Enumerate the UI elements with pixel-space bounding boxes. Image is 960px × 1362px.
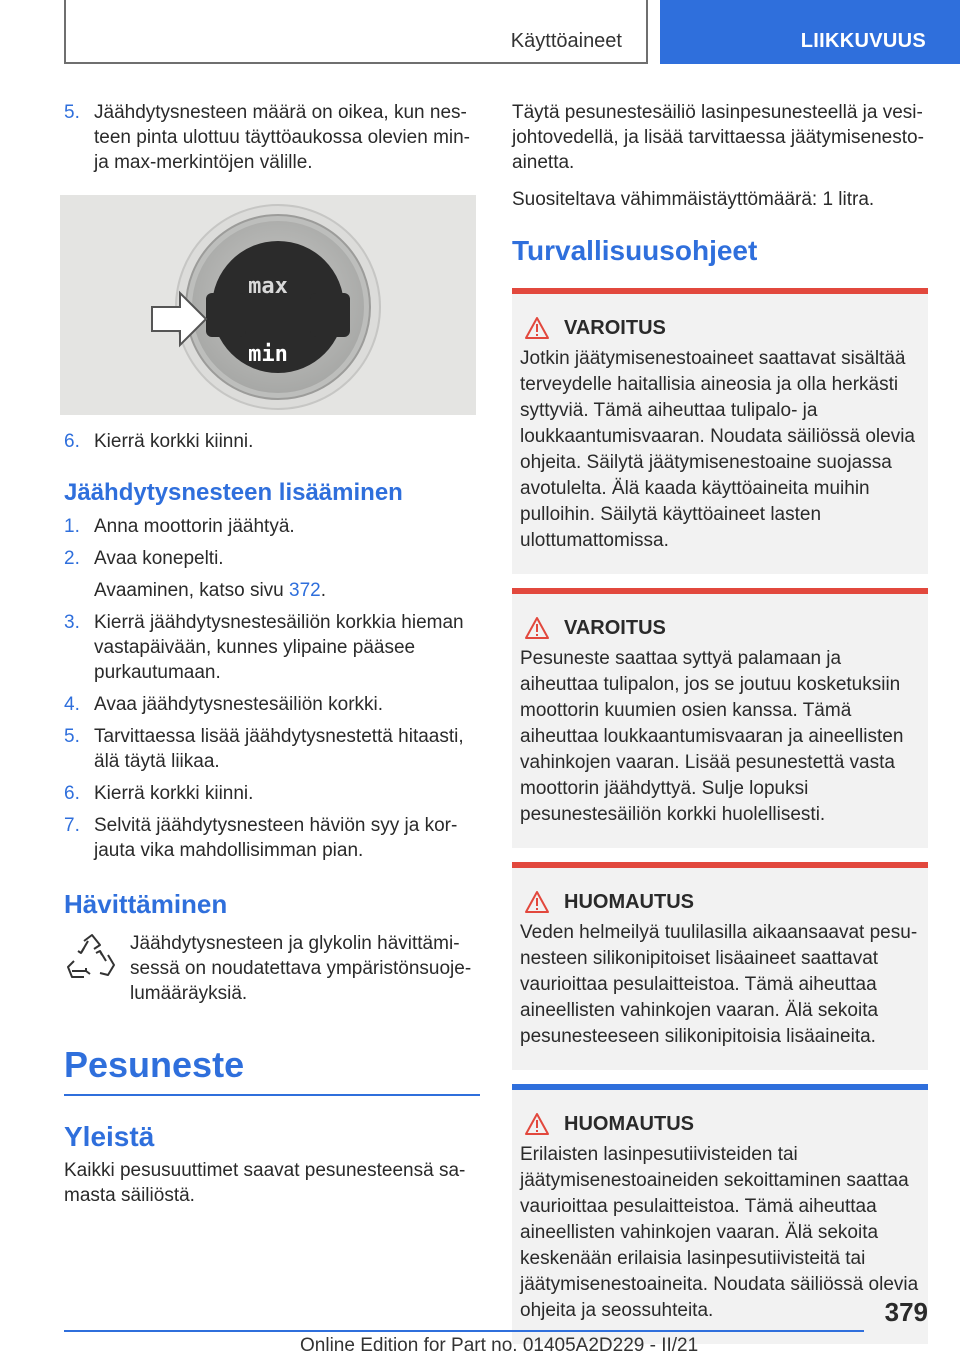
step-text: Anna moottorin jäähtyä.	[94, 516, 295, 537]
header-chapter-label: LIIKKUVUUS	[800, 30, 926, 52]
step-text: Kierrä korkki kiinni.	[94, 783, 254, 804]
page-link[interactable]: 372	[289, 580, 321, 601]
step-text: Kierrä jäähdytysnestesäiliön korkkia hieman vastapäivään, kunnes ylipaine pääsee purkautumaan.	[94, 612, 464, 683]
coolant-cap-illustration	[60, 195, 476, 415]
warning-text: Jotkin jäätymisenestoaineet saattavat sisältää terveydelle haitallisia aineosia ja olla herkästi syttyviä. Tämä aiheuttaa tulipalo- ja loukkaantumisvaaran. Noudata säiliössä olevia ohjeita. Säilytä jäätymisenestoaine suojassa avotulelta. Älä kaada käyttöaineita muihin pulloihin. Säilytä käyttöaineet lasten ulottumattomissa.	[520, 348, 916, 551]
left-column	[64, 100, 480, 1208]
chapter-heading-washer-fluid: Pesuneste	[64, 1044, 245, 1085]
notice-title-row	[520, 1112, 920, 1136]
step-text: Kierrä korkki kiinni.	[94, 431, 254, 452]
section-heading-safety: Turvallisuusohjeet	[512, 235, 758, 266]
list-item	[64, 781, 480, 806]
minimum-fill-text: Suositeltava vähimmäistäyttömäärä: 1 litra.	[512, 189, 875, 210]
notice-title-row	[520, 890, 920, 914]
disposal-note	[64, 931, 480, 1006]
footer-edition: Online Edition for Part no. 01405A2D229 - II/21	[300, 1335, 699, 1356]
fill-instructions: Täytä pesunestesäiliö lasinpesunesteellä ja vesijohtovedellä, ja lisää tarvittaessa jäätymisenestoainetta.	[512, 102, 924, 173]
step-number: 2.	[64, 548, 80, 569]
list-item	[64, 610, 480, 685]
section-heading-general: Yleistä	[64, 1121, 155, 1152]
warning-triangle-icon	[524, 1112, 550, 1136]
step-number: 3.	[64, 612, 80, 633]
list-item	[64, 100, 480, 175]
disposal-text: Jäähdytysnesteen ja glykolin hävittämisessä on noudatettava ympäristönsuojelumääräyksiä.	[130, 933, 472, 1004]
step-text: Tarvittaessa lisää jäähdytysnestettä hitaasti, älä täytä liikaa.	[94, 726, 464, 772]
page-number: 379	[884, 1297, 928, 1327]
warning-text: Pesuneste saattaa syttyä palamaan ja aiheuttaa tulipalon, jos se joutuu kosketuksiin moottorin kuumien osien kanssa. Tämä aiheuttaa loukkaantumisvaaran ja aineellisten vahinkojen vaaran. Lisää pesunestettä vasta moottorin jäähdyttyä. Sulje lopuksi pesunestesäiliön korkki huolellisesti.	[520, 648, 904, 825]
warning-box	[512, 588, 928, 848]
warning-title: VAROITUS	[564, 316, 666, 339]
warning-triangle-icon	[524, 316, 550, 340]
step-number: 7.	[64, 815, 80, 836]
notice-box	[512, 1084, 928, 1344]
step-number: 4.	[64, 694, 80, 715]
step-number: 6.	[64, 431, 80, 452]
section-heading-disposal: Hävittäminen	[64, 889, 228, 919]
right-column	[512, 100, 928, 1344]
max-mark: max	[248, 274, 288, 299]
recycle-icon	[64, 931, 130, 1006]
warning-title-row	[520, 616, 920, 640]
min-mark: min	[248, 342, 288, 367]
notice-text: Erilaisten lasinpesutiivisteiden tai jäätymisenestoaineiden sekoittaminen saattaa vaurioittaa pesulaitteistoa. Tämä aiheuttaa aineellisten vahinkojen vaaran. Älä sekoita keskenään erilaisia lasinpesutiivisteitä tai jäätymisenestoaineita. Noudata säiliössä olevia ohjeita ja seossuhteita.	[520, 1144, 919, 1321]
warning-title-row	[520, 316, 920, 340]
step-note	[64, 578, 480, 603]
notice-box	[512, 862, 928, 1070]
step-number: 5.	[64, 102, 80, 123]
general-text: Kaikki pesusuuttimet saavat pesunesteensä samasta säiliöstä.	[64, 1160, 466, 1206]
list-item	[64, 546, 480, 571]
step-text: Jäähdytysnesteen määrä on oikea, kun nesteen pinta ulottuu täyttöaukossa olevien min- ja max-merkintöjen välille.	[94, 102, 471, 173]
warning-box	[512, 288, 928, 574]
step-text: Avaa jäähdytysnestesäiliön korkki.	[94, 694, 384, 715]
coolant-cap-figure	[60, 195, 476, 415]
step-note-suffix: .	[320, 580, 327, 601]
step-number: 1.	[64, 516, 80, 537]
step-number: 6.	[64, 783, 80, 804]
adding-steps-list	[64, 514, 480, 863]
list-item	[64, 429, 480, 454]
step-text: Selvitä jäähdytysnesteen häviön syy ja korjauta vika mahdollisimman pian.	[94, 815, 458, 861]
footer-divider	[64, 1330, 864, 1332]
notice-title: HUOMAUTUS	[564, 890, 694, 913]
notice-text: Veden helmeilyä tuulilasilla aikaansaavat pesunesteen silikonipitoiset lisäaineet saattavat vaurioittaa pesulaitteistoa. Tämä aiheuttaa aineellisten vahinkojen vaaran. Älä sekoita pesunesteeseen silikonipitoisia lisäaineita.	[520, 922, 918, 1047]
step-number: 5.	[64, 726, 80, 747]
list-item	[64, 724, 480, 774]
warning-triangle-icon	[524, 616, 550, 640]
list-item	[64, 514, 480, 539]
heading-divider	[64, 1094, 480, 1096]
step-text: Avaa konepelti.	[94, 548, 224, 569]
list-item	[64, 692, 480, 717]
warning-triangle-icon	[524, 890, 550, 914]
list-item	[64, 813, 480, 863]
header-chapter-tab[interactable]	[660, 0, 960, 64]
warning-title: VAROITUS	[564, 616, 666, 639]
section-heading-adding: Jäähdytysnesteen lisääminen	[64, 479, 403, 506]
header-box	[64, 0, 648, 64]
header-section-title: Käyttöaineet	[510, 30, 622, 52]
step-note-text: Avaaminen, katso sivu	[94, 580, 290, 601]
notice-title: HUOMAUTUS	[564, 1112, 694, 1135]
